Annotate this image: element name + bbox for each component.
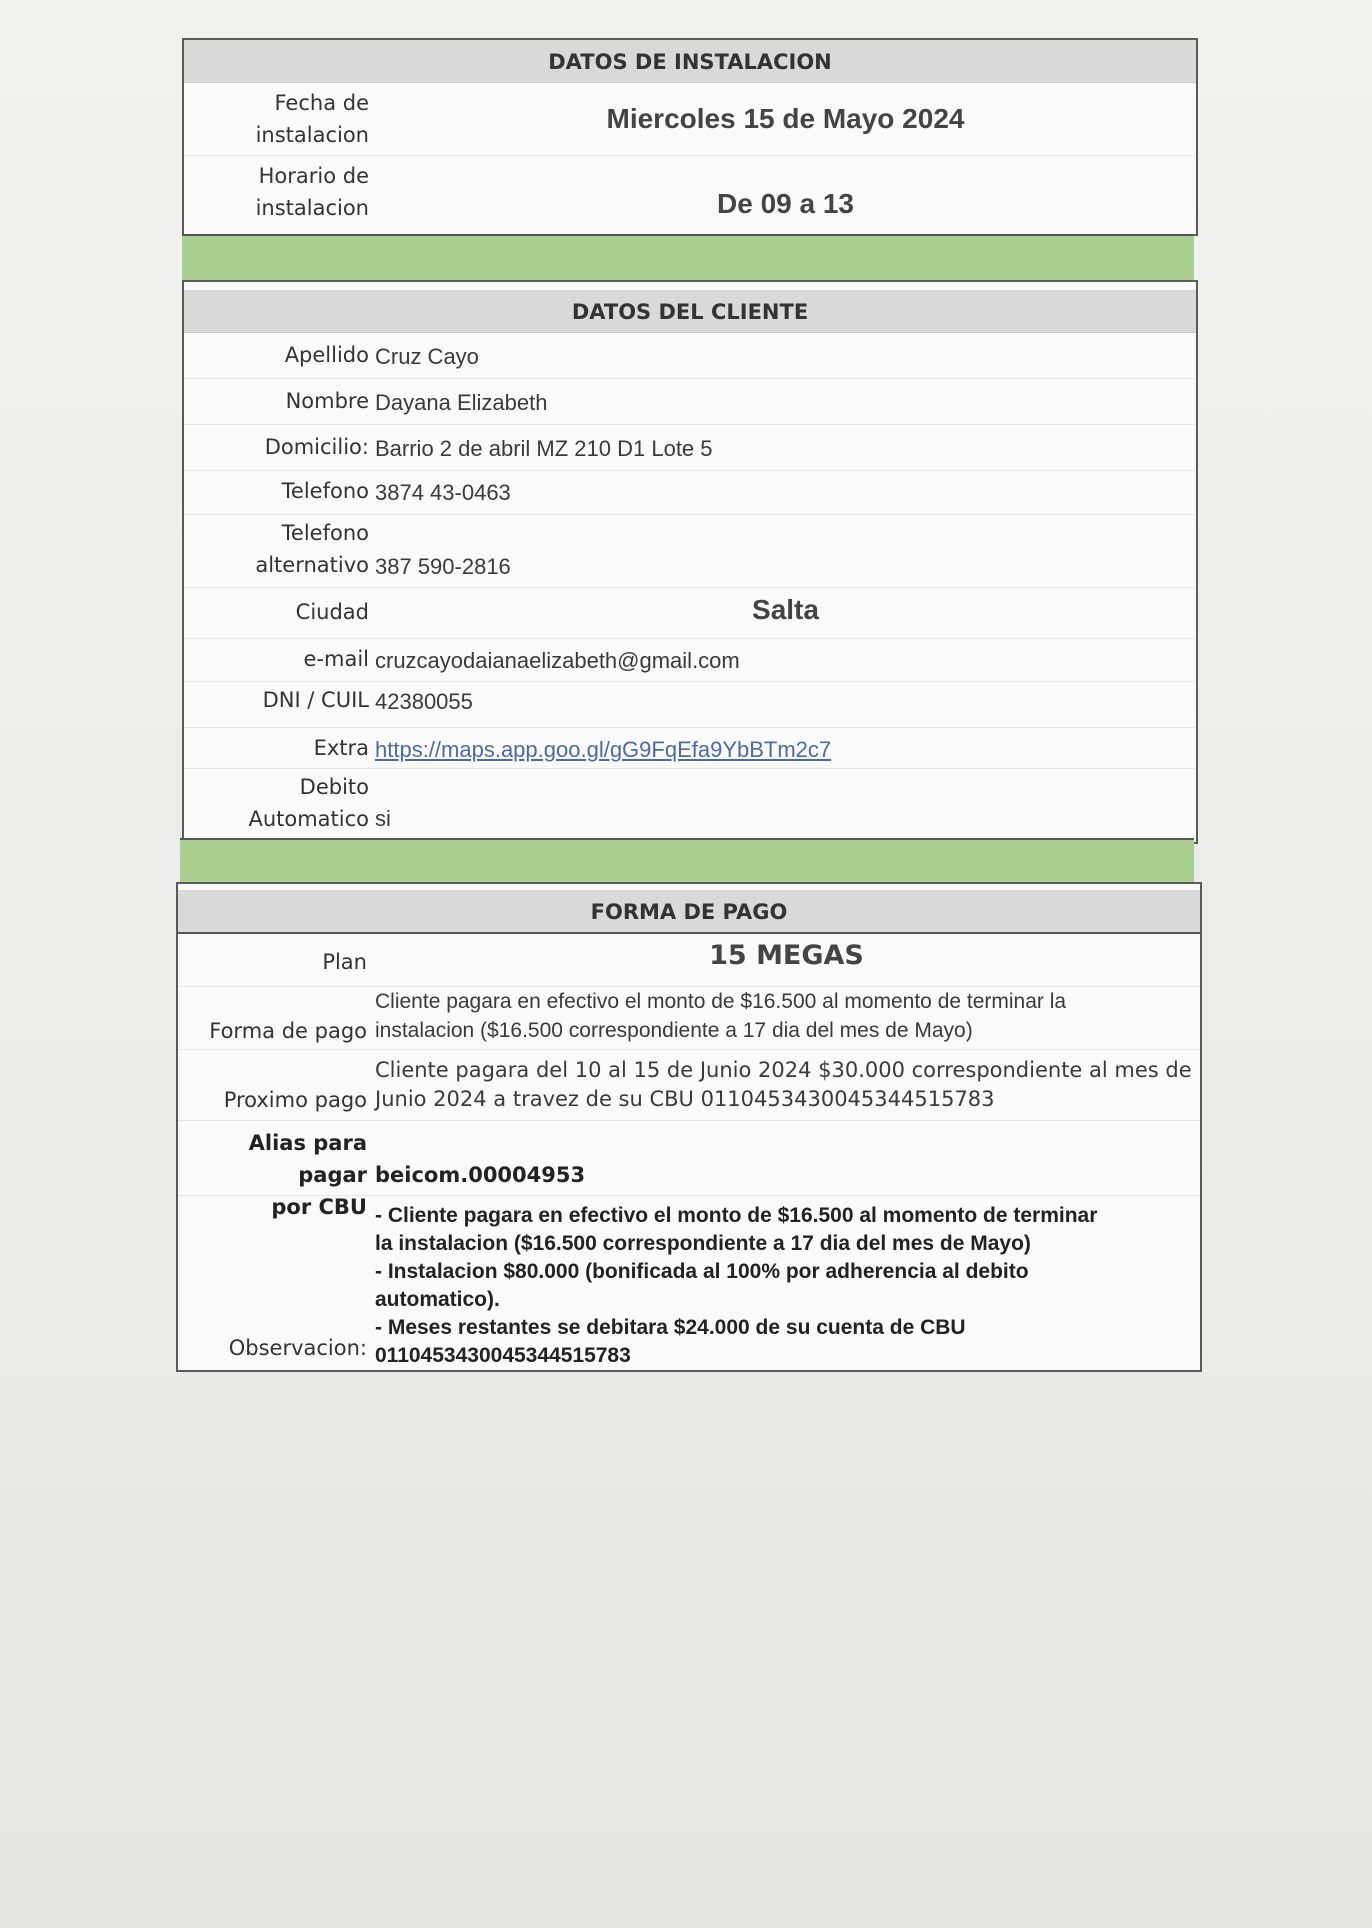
nombre-value: Dayana Elizabeth [375,390,548,415]
installation-date-value: Miercoles 15 de Mayo 2024 [606,103,965,134]
proximo-pago-row [178,1050,1200,1121]
domicilio-row [184,425,1196,471]
plan-row [178,934,1200,987]
apellido-value: Cruz Cayo [375,344,479,369]
alias-label: Alias para pagar por CBU [248,1131,367,1219]
email-label: e-mail [303,647,369,671]
installation-section [182,38,1198,236]
client-header: DATOS DEL CLIENTE [184,290,1196,333]
plan-label: Plan [322,950,367,974]
separator-bar-2 [180,838,1194,888]
apellido-label: Apellido [284,343,369,367]
ciudad-row [184,588,1196,639]
client-section [182,280,1198,844]
email-value: cruzcayodaianaelizabeth@gmail.com [375,648,740,673]
telefono-row [184,471,1196,515]
observacion-row [178,1196,1200,1368]
telefono-alt-label: Telefono alternativo [255,521,369,577]
forma-pago-value: Cliente pagara en efectivo el monto de $16.500 al momento de terminar la instalacion ($16.500 correspondiente a 17 dia del mes de Mayo) [375,990,1067,1042]
proximo-pago-label: Proximo pago [223,1088,367,1112]
ciudad-label: Ciudad [295,600,369,624]
alias-value: beicom.00004953 [375,1163,586,1187]
installation-time-label: Horario de instalacion [255,164,369,220]
telefono-value: 3874 43-0463 [375,480,511,505]
observacion-label: Observacion: [228,1336,367,1360]
separator-bar [182,234,1194,282]
forma-pago-label: Forma de pago [209,1019,367,1043]
telefono-label: Telefono [281,479,369,503]
payment-header: FORMA DE PAGO [178,890,1200,934]
alias-row [178,1121,1200,1219]
apellido-row [184,333,1196,379]
nombre-label: Nombre [285,389,369,413]
extra-row [184,728,1196,769]
installation-date-label: Fecha de instalacion [255,91,369,147]
debito-row [184,769,1196,839]
installation-time-row [184,156,1196,230]
domicilio-label: Domicilio: [264,435,369,459]
installation-time-value: De 09 a 13 [717,188,854,219]
domicilio-value: Barrio 2 de abril MZ 210 D1 Lote 5 [375,436,713,461]
dni-row [184,682,1196,728]
dni-label: DNI / CUIL [262,688,369,712]
ciudad-value: Salta [752,594,819,625]
extra-label: Extra [313,736,369,760]
email-row [184,639,1196,682]
observacion-value: - Cliente pagara en efectivo el monto de $16.500 al momento de terminar la instalacion ($16.500 correspondiente a 17 dia del mes de Mayo) - Instalacion $80.000 (bonificada al 100% por adherencia al debito automatico). - Meses restantes se debitara $24.000 de su cuenta de CBU 0110453430045344515783 [375,1204,1098,1367]
telefono-alt-value: 387 590-2816 [375,554,511,579]
proximo-pago-value: Cliente pagara del 10 al 15 de Junio 2024 $30.000 correspondiente al mes de Junio 2024 a travez de su CBU 0110453430045344515783 [375,1058,1192,1111]
installation-date-row [184,83,1196,156]
extra-map-link[interactable]: https://maps.app.goo.gl/gG9FqEfa9YbBTm2c7 [375,737,832,762]
nombre-row [184,379,1196,425]
forma-pago-row [178,987,1200,1050]
debito-value: si [375,806,391,831]
installation-header: DATOS DE INSTALACION [184,40,1196,83]
debito-label: Debito Automatico [248,775,369,831]
telefono-alt-row [184,515,1196,588]
dni-value: 42380055 [375,689,473,714]
payment-section [176,882,1202,1372]
plan-value: 15 MEGAS [709,940,864,971]
